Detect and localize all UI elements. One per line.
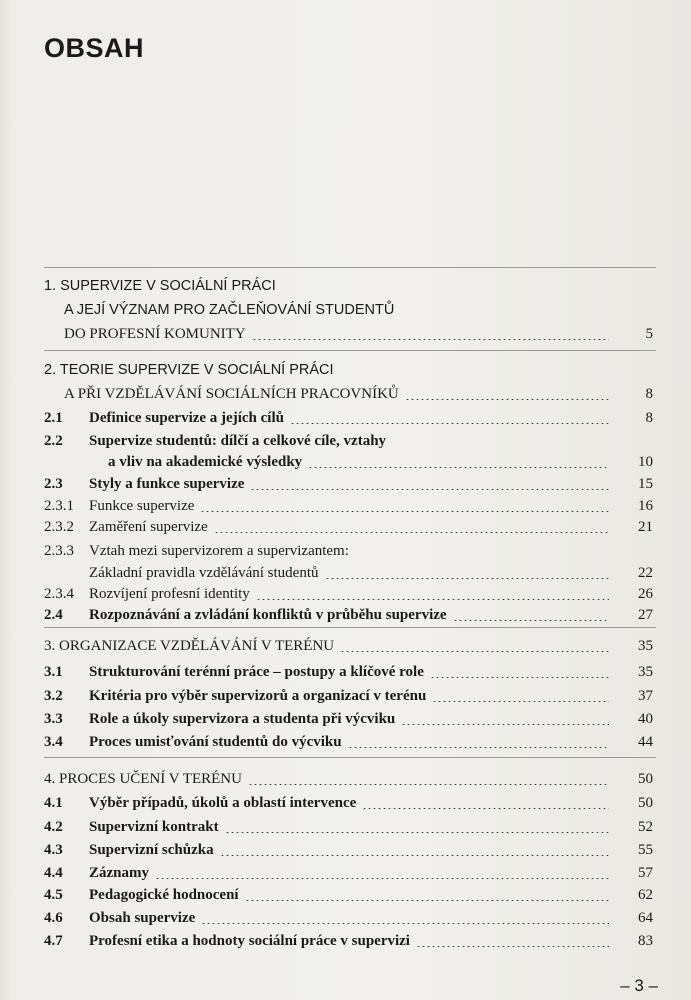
toc-page-number: 50 (638, 771, 653, 787)
toc-entry-title[interactable] (89, 793, 615, 813)
toc-entry-label: Strukturování terénní práce – postupy a klíčové role (89, 664, 424, 680)
dot-leader (405, 399, 609, 400)
toc-page-number: 55 (638, 842, 653, 858)
dot-leader (220, 855, 609, 856)
toc-entry-label: Styly a funkce supervize (89, 476, 245, 492)
dot-leader (245, 900, 609, 901)
toc-entry-number: 2.3.4 (44, 586, 74, 602)
toc-entry-label: Pedagogické hodnocení (89, 887, 239, 903)
dot-leader (200, 511, 609, 512)
toc-entry-label: Rozvíjení profesní identity (89, 586, 250, 602)
dot-leader (453, 620, 609, 621)
dot-leader (214, 532, 609, 533)
toc-entry-label: Role a úkoly supervizora a studenta při výcviku (89, 711, 396, 727)
toc-page-number: 37 (638, 688, 653, 704)
toc-entry-title[interactable] (89, 732, 615, 752)
toc-entry-title[interactable] (44, 769, 615, 789)
toc-entry-title[interactable] (89, 885, 615, 905)
toc-entry-title[interactable] (89, 709, 615, 729)
toc-entry-label: Zaměření supervize (89, 519, 208, 535)
toc-entry-label: Proces umisťování studentů do výcviku (89, 734, 342, 750)
toc-entry-number: 2.3.2 (44, 519, 74, 535)
dot-leader (252, 339, 609, 340)
toc-entry-title[interactable] (89, 817, 615, 837)
toc-entry-title[interactable] (89, 863, 615, 883)
toc-page-number: 27 (638, 607, 653, 623)
toc-entry-number: 4.3 (44, 842, 63, 858)
dot-leader (340, 651, 609, 652)
toc-entry-label: A JEJÍ VÝZNAM PRO ZAČLEŇOVÁNÍ STUDENTŮ (64, 302, 395, 318)
toc-entry-label: 1. SUPERVIZE V SOCIÁLNÍ PRÁCI (44, 278, 276, 294)
toc-entry-number: 2.3.1 (44, 498, 74, 514)
toc-entry-title[interactable] (44, 636, 615, 656)
toc-page-number: 15 (638, 476, 653, 492)
toc-entry-title[interactable] (89, 474, 615, 494)
toc-entry-number: 2.3.3 (44, 543, 74, 559)
toc-entry-label: Obsah supervize (89, 910, 196, 926)
toc-entry-label: Supervizní kontrakt (89, 819, 219, 835)
toc-entry-number: 4.6 (44, 910, 63, 926)
toc-entry-number: 4.7 (44, 933, 63, 949)
section-divider (44, 627, 656, 628)
toc-entry-number: 4.1 (44, 795, 63, 811)
toc-entry-label: Vztah mezi supervizorem a supervizantem: (89, 543, 349, 559)
toc-entry-label: Kritéria pro výběr supervizorů a organizací v terénu (89, 688, 427, 704)
section-divider (44, 267, 656, 268)
toc-page-number: 44 (638, 734, 653, 750)
dot-leader (401, 724, 609, 725)
dot-leader (225, 832, 609, 833)
dot-leader (348, 747, 609, 748)
dot-leader (248, 784, 609, 785)
toc-entry-title[interactable] (89, 931, 615, 951)
toc-entry-title[interactable] (89, 584, 615, 604)
toc-page-number: 21 (638, 519, 653, 535)
toc-page-number: 52 (638, 819, 653, 835)
toc-entry-number: 2.1 (44, 410, 63, 426)
toc-entry-label: Supervize studentů: dílčí a celkové cíle, vztahy (89, 433, 387, 449)
dot-leader (432, 701, 609, 702)
toc-entry-label: 4. PROCES UČENÍ V TERÉNU (44, 771, 242, 787)
toc-entry-title[interactable] (108, 452, 615, 472)
toc-page-number: 26 (638, 586, 653, 602)
toc-page-number: 22 (638, 565, 653, 581)
toc-entry-title[interactable] (89, 840, 615, 860)
page-number: – 3 – (620, 976, 658, 995)
toc-entry-number: 2.4 (44, 607, 63, 623)
dot-leader (430, 677, 609, 678)
toc-entry-title[interactable] (89, 517, 615, 537)
toc-page-number: 5 (645, 326, 653, 342)
page-title: OBSAH (44, 33, 145, 63)
toc-entry-title[interactable] (89, 686, 615, 706)
toc-entry-label: Rozpoznávání a zvládání konfliktů v průběhu supervize (89, 607, 447, 623)
toc-entry-title[interactable] (64, 384, 615, 404)
toc-entry-number: 2.2 (44, 433, 63, 449)
toc-entry-label: 3. ORGANIZACE VZDĚLÁVÁNÍ V TERÉNU (44, 638, 335, 654)
toc-page-number: 35 (638, 638, 653, 654)
toc-entry-label: Funkce supervize (89, 498, 195, 514)
toc-entry-label: Supervizní schůzka (89, 842, 214, 858)
toc-entry-number: 4.2 (44, 819, 63, 835)
toc-entry-title[interactable] (89, 662, 615, 682)
toc-entry-number: 3.1 (44, 664, 63, 680)
toc-page-number: 57 (638, 865, 653, 881)
toc-entry-number: 3.2 (44, 688, 63, 704)
dot-leader (201, 923, 609, 924)
toc-page-number: 8 (645, 410, 653, 426)
toc-entry-number: 4.5 (44, 887, 63, 903)
dot-leader (256, 599, 609, 600)
toc-entry-label: DO PROFESNÍ KOMUNITY (64, 326, 246, 342)
toc-entry-label: Výběr případů, úkolů a oblastí intervence (89, 795, 357, 811)
toc-entry-label: Základní pravidla vzdělávání studentů (89, 565, 319, 581)
toc-entry-label: Záznamy (89, 865, 149, 881)
toc-page-number: 8 (645, 386, 653, 402)
dot-leader (290, 423, 609, 424)
toc-entry-title[interactable] (89, 908, 615, 928)
toc-entry-title[interactable] (89, 605, 615, 625)
dot-leader (362, 808, 609, 809)
section-divider (44, 757, 656, 758)
toc-entry-title[interactable] (89, 408, 615, 428)
toc-page-number: 10 (638, 454, 653, 470)
toc-entry-label: 2. TEORIE SUPERVIZE V SOCIÁLNÍ PRÁCI (44, 362, 334, 378)
toc-entry-number: 4.4 (44, 865, 63, 881)
section-divider (44, 350, 656, 351)
toc-entry-number: 2.3 (44, 476, 63, 492)
toc-page-number: 40 (638, 711, 653, 727)
toc-entry-label: Profesní etika a hodnoty sociální práce v supervizi (89, 933, 410, 949)
toc-entry-title[interactable] (89, 496, 615, 516)
toc-entry-label: Definice supervize a jejích cílů (89, 410, 284, 426)
dot-leader (250, 489, 609, 490)
toc-page-number: 50 (638, 795, 653, 811)
dot-leader (416, 946, 609, 947)
toc-page-number: 16 (638, 498, 653, 514)
toc-entry-label: A PŘI VZDĚLÁVÁNÍ SOCIÁLNÍCH PRACOVNÍKŮ (64, 386, 399, 402)
dot-leader (155, 878, 609, 879)
toc-entry-label: a vliv na akademické výsledky (108, 454, 303, 470)
toc-entry-title[interactable] (89, 563, 615, 583)
toc-page-number: 62 (638, 887, 653, 903)
toc-entry-number: 3.4 (44, 734, 63, 750)
toc-page-number: 64 (638, 910, 653, 926)
toc-entry-number: 3.3 (44, 711, 63, 727)
dot-leader (325, 578, 609, 579)
toc-entry-title[interactable] (64, 324, 615, 344)
dot-leader (308, 467, 609, 468)
toc-page-number: 35 (638, 664, 653, 680)
toc-page-number: 83 (638, 933, 653, 949)
